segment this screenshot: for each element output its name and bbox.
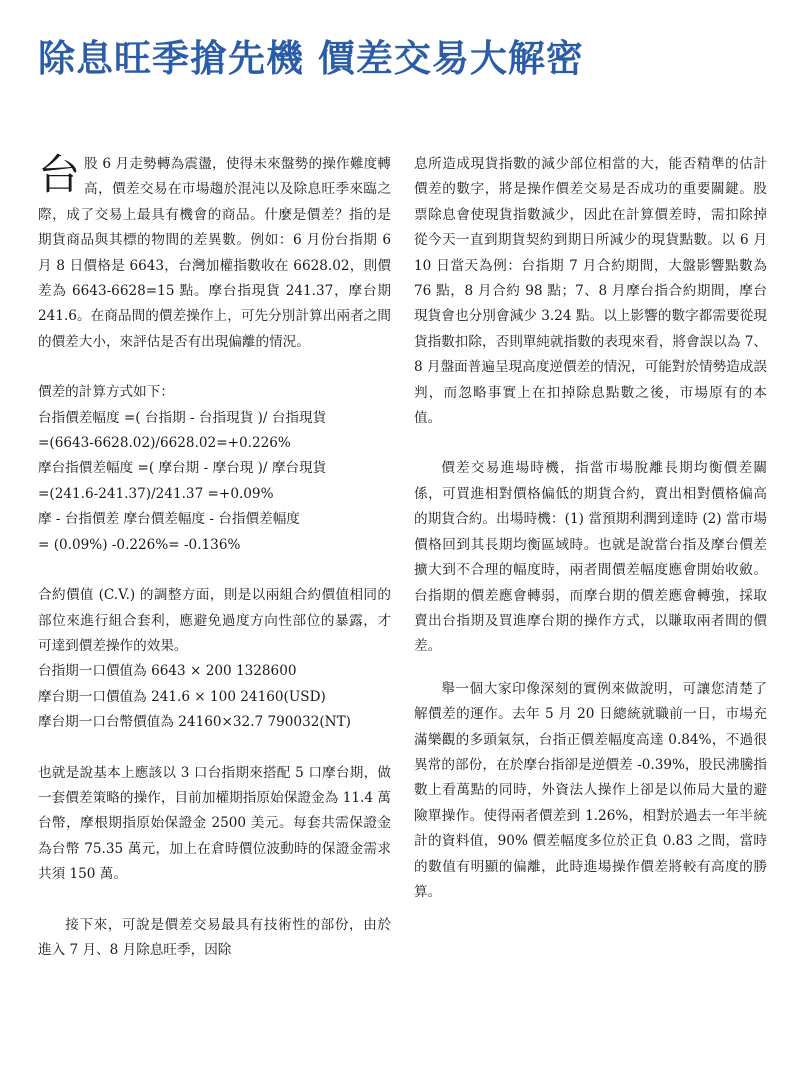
cv-line: 摩台期一口台幣價值為 24160×32.7 790032(NT) xyxy=(38,714,351,731)
timing-paragraph: 價差交易進場時機，指當市場脫離長期均衡價差關係，可買進相對價格偏低的期貨合約，賣出相對價格偏高的期貨合約。出場時機：(1) 當預期利潤到達時 (2) 當市場價格回到其長期均衡區域時。也就是說當台指及摩台價差擴大到不合理的幅度時，兩者間價差幅度應會開始收斂。台指期的價差應會轉弱，而摩台期的價差應會轉強，採取賣出台指期及買進摩台期的操作方式，以賺取兩者間的價差。 xyxy=(414,460,767,655)
calc-line: =(6643-6628.02)/6628.02=+0.226% xyxy=(38,435,291,452)
next-paragraph: 接下來，可說是價差交易最具有技術性的部份，由於進入 7 月、8 月除息旺季，因除 xyxy=(38,916,391,958)
calc-line: 摩 - 台指價差 摩台價差幅度 - 台指價差幅度 xyxy=(38,511,300,528)
calc-block xyxy=(38,380,391,558)
cv-line: 摩台期一口價值為 241.6 × 100 24160(USD) xyxy=(38,688,326,705)
left-column xyxy=(38,152,391,963)
article-title: 除息旺季搶先機 價差交易大解密 xyxy=(38,37,584,80)
intro-paragraph xyxy=(38,152,391,355)
calc-line: 台指價差幅度 =( 台指期 - 台指現貨 )/ 台指現貨 xyxy=(38,409,327,426)
calc-line: 摩台指價差幅度 =( 摩台期 - 摩台現 )/ 摩台現貨 xyxy=(38,460,327,477)
strategy-paragraph: 也就是說基本上應該以 3 口台指期來搭配 5 口摩台期，做一套價差策略的操作，目前加權期指原始保證金為 11.4 萬台幣，摩根期指原始保證金 2500 美元。每套共需保證金為台幣 75.35 萬元，加上在倉時價位波動時的保證金需求共須 150 萬。 xyxy=(38,764,391,883)
calc-line: = (0.09%) -0.226%= -0.136% xyxy=(38,536,241,553)
right-column xyxy=(414,152,767,905)
cv-line: 台指期一口價值為 6643 × 200 1328600 xyxy=(38,663,297,680)
calc-line: 價差的計算方式如下： xyxy=(38,384,174,401)
cv-block xyxy=(38,659,391,735)
cv-paragraph: 合約價值 (C.V.) 的調整方面，則是以兩組合約價值相同的部位來進行組合套利，應避免過度方向性部位的暴露，才可達到價差操作的效果。 xyxy=(38,587,391,654)
dividend-paragraph: 息所造成現貨指數的減少部位相當的大，能否精準的估計價差的數字，將是操作價差交易是否成功的重要關鍵。股票除息會使現貨指數減少，因此在計算價差時，需扣除掉從今天一直到期貨契約到期日所減少的現貨點數。以 6 月 10 日當天為例：台指期 7 月合約期間，大盤影響點數為 76 點，8 月合約 98 點；7、8 月摩台指合約期間，摩台現貨會也分別會減少 3.24 點。以上影響的數字都需要從現貨指數扣除，否則單純就指數的表現來看，將會誤以為 7、8 月盤面普遍呈現高度逆價差的情況，可能對於情勢造成誤判，而忽略事實上在扣掉除息點數之後，市場原有的本值。 xyxy=(414,156,767,427)
drop-cap: 台 xyxy=(38,150,81,199)
example-paragraph: 舉一個大家印像深刻的實例來做說明，可讓您清楚了解價差的運作。去年 5 月 20 日總統就職前一日，市場充滿樂觀的多頭氣氛，台指正價差幅度高達 0.84%，不過很異常的部份，在於摩台指卻是逆價差 -0.39%，股民沸騰指數上看萬點的同時，外資法人操作上卻是以佈局大量的避險單操作。使得兩者價差到 1.26%，相對於過去一年半統計的資料值，90% 價差幅度多位於正負 0.83 之間，當時的數值有明顯的偏離，此時進場操作價差將較有高度的勝算。 xyxy=(414,680,767,900)
calc-line: =(241.6-241.37)/241.37 =+0.09% xyxy=(38,485,274,502)
intro-text: 股 6 月走勢轉為震盪，使得未來盤勢的操作難度轉高，價差交易在市場趨於混沌以及除息旺季來臨之際，成了交易上最具有機會的商品。什麼是價差？指的是期貨商品與其標的物間的差異數。例如：6 月份台指期 6 月 8 日價格是 6643，台灣加權指數收在 6628.02，則價差為 6643-6628=15 點。摩台指現貨 241.37，摩台期 241.6。在商品間的價差操作上，可先分別計算出兩者之間的價差大小，來評估是否有出現偏離的情況。 xyxy=(38,156,391,350)
